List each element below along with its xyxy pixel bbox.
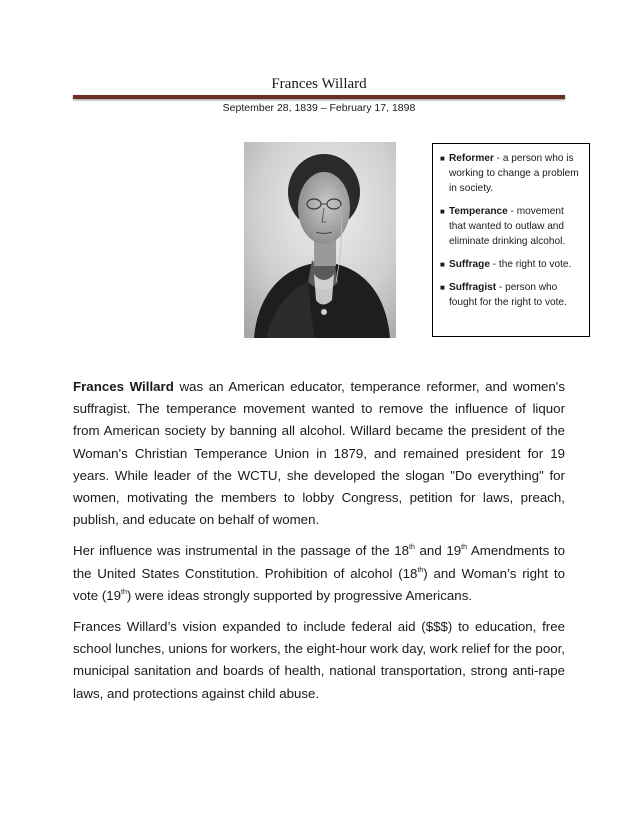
glossary-definition: - the right to vote. xyxy=(489,259,572,270)
page-title: Frances Willard xyxy=(271,76,367,92)
glossary-item-suffrage xyxy=(440,257,583,272)
glossary-term: Suffragist xyxy=(449,282,497,293)
bullet-icon: ■ xyxy=(440,154,445,163)
glossary-definition: - person who fought for the right to vote. xyxy=(449,282,567,308)
subject-name: Frances Willard xyxy=(73,379,174,394)
bullet-icon: ■ xyxy=(440,207,445,216)
glossary-term: Reformer xyxy=(449,153,494,164)
glossary-term: Temperance xyxy=(449,206,508,217)
paragraph-vision: Frances Willard’s vision expanded to include federal aid ($$$) to education, free school lunches, unions for workers, the eight-hour work day, work relief for the poor, municipal sanitation and boards of health, national transportation, strong anti-rape laws, and protections against child abuse. xyxy=(73,619,565,701)
paragraph-amendments: Her influence was instrumental in the passage of the 18th and 19th Amendments to the United States Constitution. Prohibition of alcohol (18th) and Woman’s right to vote (19th) were ideas strongly supported by progressive Americans. xyxy=(73,543,565,603)
life-dates: September 28, 1839 – February 17, 1898 xyxy=(222,102,416,114)
glossary-item-reformer xyxy=(440,151,583,196)
glossary-definition: - movement that wanted to outlaw and eliminate drinking alcohol. xyxy=(449,206,566,247)
glossary-item-temperance xyxy=(440,204,583,249)
title-divider xyxy=(73,95,565,99)
glossary-item-suffragist xyxy=(440,280,583,310)
portrait-photo xyxy=(244,142,396,338)
bullet-icon: ■ xyxy=(440,260,445,269)
paragraph-intro: Frances Willard was an American educator, temperance reformer, and women's suffragist. The temperance movement wanted to remove the influence of liquor from American society by banning all alcohol. Willard became the president of the Woman's Christian Temperance Union in 1879, and remained president for 19 years. While leader of the WCTU, she developed the slogan "Do everything" for women, motivating the members to lobby Congress, petition for laws, preach, publish, and educate on behalf of women. xyxy=(73,379,565,528)
glossary-box xyxy=(432,143,590,337)
body-text xyxy=(73,376,565,714)
bullet-icon: ■ xyxy=(440,283,445,292)
glossary-term: Suffrage xyxy=(449,259,490,270)
glossary-definition: - a person who is working to change a problem in society. xyxy=(449,153,579,194)
